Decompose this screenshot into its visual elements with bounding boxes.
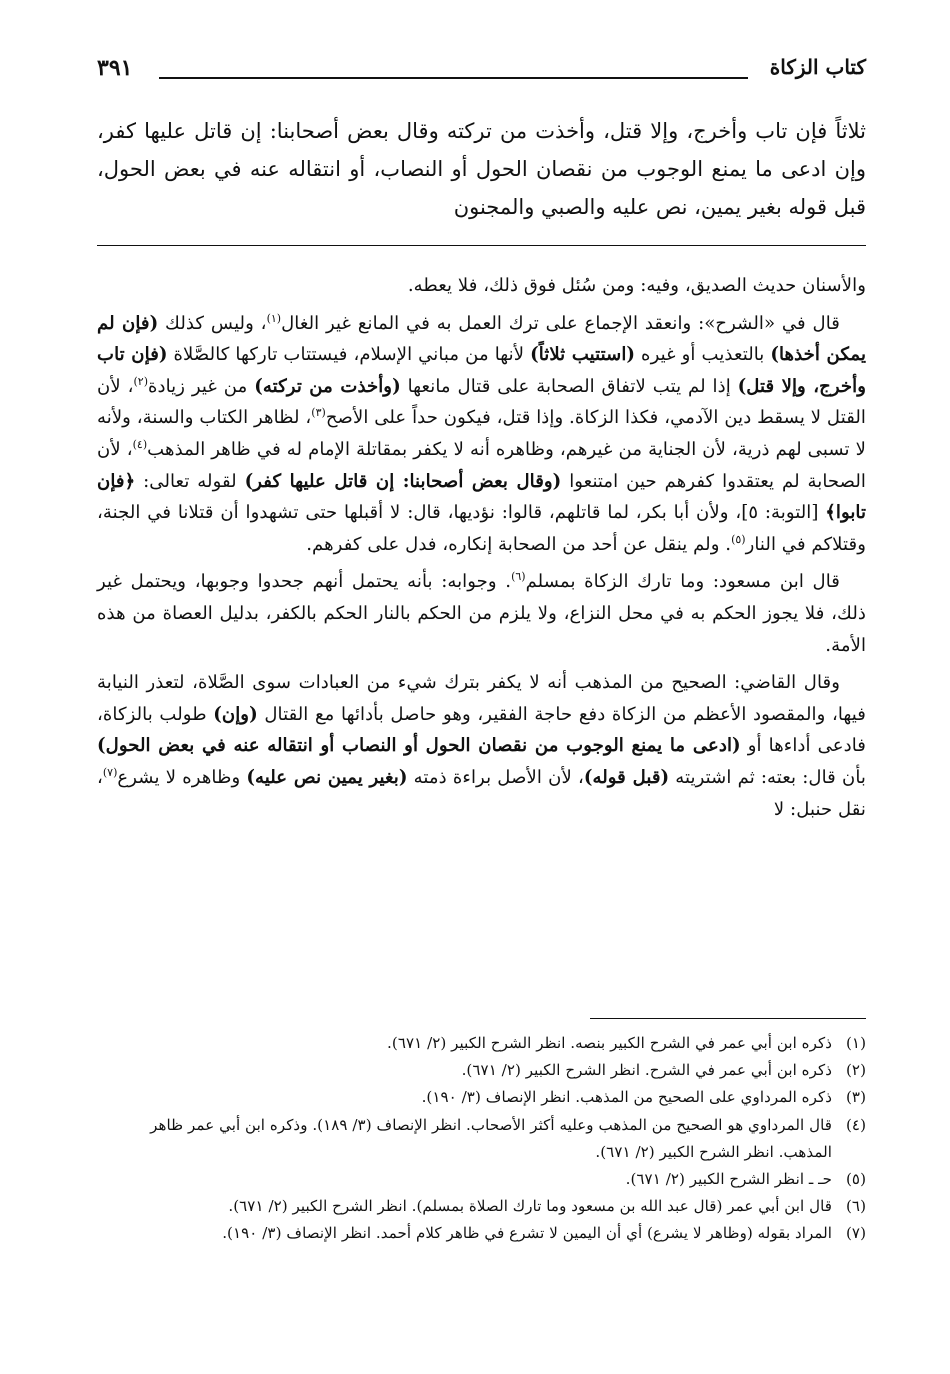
footnote-ref: (٢)	[133, 374, 148, 388]
footnote-ref: (٦)	[511, 570, 526, 584]
chapter-title: كتاب الزكاة	[769, 55, 866, 79]
footnote-text: ذكره المرداوي على الصحيح من المذهب. انظر الإنصاف (٣/ ١٩٠).	[421, 1088, 832, 1107]
footnote-number: (٣)	[845, 1088, 866, 1107]
footnote-text: قال المرداوي هو الصحيح من المذهب وعليه أكثر الأصحاب. انظر الإنصاف (٣/ ١٨٩). وذكره ابن أبي عمر ظاهر المذهب. انظر الشرح الكبير (٢/ ٦٧١).	[150, 1115, 832, 1161]
page-number: ٣٩١	[97, 55, 133, 81]
matn-quote: (ادعى ما يمنع الوجوب من نقصان الحول أو النصاب أو انتقاله عنه في بعض الحول)	[97, 735, 741, 757]
running-header	[97, 55, 866, 85]
matn-quote: (وإن)	[213, 703, 258, 725]
footnote	[97, 1057, 866, 1084]
footnote-number: (٤)	[845, 1115, 866, 1134]
commentary-paragraph: قال في «الشرح»: وانعقد الإجماع على ترك العمل به في المانع غير الغال$^{(١)}$، وليس كذلك (فإن لم يمكن أخذها) بالتعذيب أو غيره (استتيب ثلاثاً) لأنها من مباني الإسلام، فيستتاب تاركها كالصَّلاة (فإن تاب وأخرج، وإلا قتل) إذا لم يتب لاتفاق الصحابة على قتال مانعها (وأخذت من تركته) من غير زيادة$^{(٢)}$، لأن القتل لا يسقط دين الآدمي، فكذا الزكاة. وإذا قتل، فيكون حداً على الأصح$^{(٣)}$، لظاهر الكتاب والسنة، ولأنه لا تسبى لهم ذرية، لأن الجناية من غيرهم، وظاهره أنه لا يكفر بمقاتلة الإمام له في ظاهر المذهب$^{(٤)}$، لأن الصحابة لم يعتقدوا كفرهم حين امتنعوا (وقال بعض أصحابنا: إن قاتل عليها كفر) لقوله تعالى: ﴿فإن تابوا﴾ [التوبة: ٥]، ولأن أبا بكر، لما قاتلهم، قالوا: نؤديها، قال: لا أقبلها حتى تشهدوا أن قتلانا في الجنة، وقتلاكم في النار$^{(٥)}$. ولم ينقل عن أحد من الصحابة إنكاره، فدل على كفرهم.	[97, 311, 867, 555]
footnote	[97, 1220, 866, 1247]
footnote	[97, 1112, 866, 1166]
footnote-text: قال ابن أبي عمر (قال عبد الله بن مسعود وما تارك الصلاة بمسلم). انظر الشرح الكبير (٢/ ٦٧١).	[228, 1197, 832, 1216]
commentary-paragraph: والأسنان حديث الصديق، وفيه: ومن سُئل فوق ذلك، فلا يعطه.	[407, 275, 866, 296]
commentary	[97, 270, 866, 831]
footnote-text: المراد بقوله (وظاهر لا يشرع) أي أن اليمين لا تشرع في ظاهر كلام أحمد. انظر الإنصاف (٣/ ١٩٠).	[222, 1224, 832, 1243]
footnote	[97, 1166, 866, 1193]
footnote-number: (٥)	[845, 1170, 866, 1189]
footnote-number: (٦)	[845, 1197, 866, 1216]
footnote-ref: (٣)	[311, 406, 326, 420]
footnote-number: (٢)	[845, 1061, 866, 1080]
footnote-text: ذكره ابن أبي عمر في الشرح. انظر الشرح الكبير (٢/ ٦٧١).	[461, 1061, 832, 1080]
matn-quote: (فإن لم يمكن أخذها)	[97, 312, 867, 366]
matn-quote: (وأخذت من تركته)	[254, 375, 401, 397]
footnote-ref: (٤)	[132, 437, 148, 451]
commentary-paragraph: قال ابن مسعود: وما تارك الزكاة بمسلم$^{(٦)}$. وجوابه: بأنه يحتمل أنهم جحدوا وجوبها، ويحتمل غير ذلك، فلا يجوز الحكم به في محل النزاع، ولا يلزم من الحكم بالنار الحكم بالكفر، بدليل العصاة من هذه الأمة.	[97, 570, 866, 656]
footnote	[97, 1193, 866, 1220]
header-rule	[159, 77, 748, 79]
footnote-text: ذكره ابن أبي عمر في الشرح الكبير بنصه. انظر الشرح الكبير (٢/ ٦٧١).	[387, 1034, 832, 1052]
commentary-paragraph: وقال القاضي: الصحيح من المذهب أنه لا يكفر بترك شيء من العبادات سوى الصَّلاة، لتعذر النيابة فيها، والمقصود الأعظم من الزكاة دفع حاجة الفقير، وهو حاصل بأدائها مع القتال (وإن) طولب بالزكاة، فادعى أداءها أو (ادعى ما يمنع الوجوب من نقصان الحول أو النصاب أو انتقاله عنه في بعض الحول) بأن قال: بعته: ثم اشتريته (قبل قوله)، لأن الأصل براءة ذمته (بغير يمين نص عليه) وظاهره لا يشرع$^{(٧)}$، نقل حنبل: لا	[97, 672, 866, 820]
matn-text: ثلاثاً فإن تاب وأخرج، وإلا قتل، وأخذت من تركته وقال بعض أصحابنا: إن قاتل عليها كفر، وإن ادعى ما يمنع الوجوب من نقصان الحول أو النصاب، أو انتقاله عنه في بعض الحول، قبل قوله بغير يمين، نص عليه والصبي والمجنون	[97, 119, 866, 219]
footnote-number: (١)	[845, 1034, 866, 1052]
quran-quote: ﴿فإن تابوا﴾	[97, 470, 867, 524]
footnote-separator	[590, 1018, 866, 1019]
matn-quote: (استتيب ثلاثاً)	[530, 344, 636, 366]
footnote-ref: (١)	[266, 311, 282, 325]
matn-quote: (قبل قوله)	[583, 766, 670, 788]
footnote-text: حـ ـ انظر الشرح الكبير (٢/ ٦٧١).	[625, 1170, 832, 1189]
footnote	[97, 1084, 866, 1111]
footnote-number: (٧)	[845, 1224, 866, 1243]
footnote	[97, 1030, 866, 1057]
matn-separator	[97, 245, 866, 246]
footnote-ref: (٥)	[731, 532, 746, 546]
footnote-ref: (٧)	[102, 765, 118, 779]
matn-quote: (فإن تاب وأخرج، وإلا قتل)	[97, 344, 866, 397]
matn-quote: (وقال بعض أصحابنا: إن قاتل عليها كفر)	[244, 470, 562, 492]
matn-quote: (بغير يمين نص عليه)	[246, 766, 408, 788]
footnotes	[97, 1030, 866, 1248]
